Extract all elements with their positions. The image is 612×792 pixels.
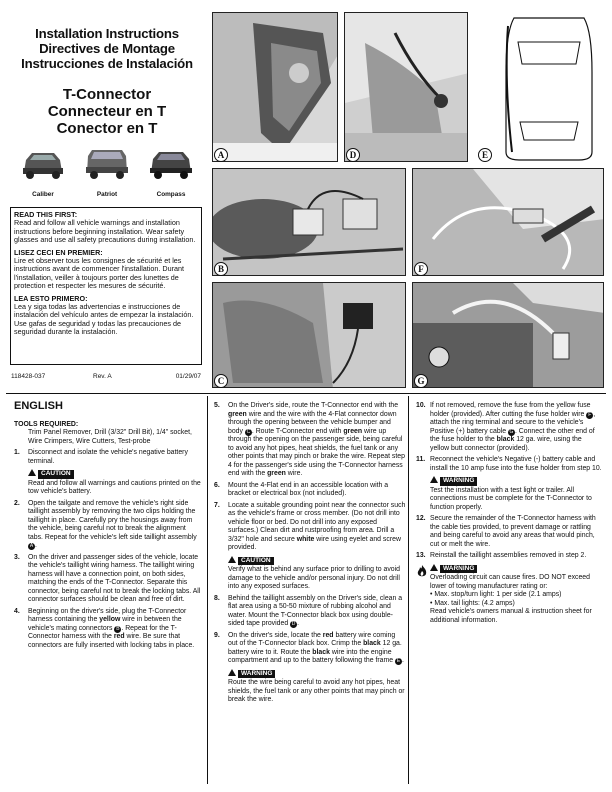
warning-triangle-icon [430, 564, 438, 571]
wire-color-green: green [228, 410, 247, 418]
caution-text: Verify what is behind any surface prior to drilling to avoid damage to the vehicle and/or personal injury. Do not drill into any exposed surfaces. [228, 566, 400, 590]
step-text: Open the tailgate and remove the vehicle's right side taillight assembly by removing the two clips holding the taillight in place. Carefully pry the housings away from the vehicle, being careful not to break the alignment tabs. Repeat for the vehicle's left side taillight assembly [28, 499, 197, 541]
step-5 [214, 402, 406, 479]
step-text: If not removed, remove the fuse from the yellow fuse holder (provided). After cutting the fuse holder wire [430, 402, 591, 418]
step-text: wire in between the vehicle's mating connectors [28, 616, 182, 632]
read-first-text-fr: Lire et observer tous les consignes de sécurité et les instructions avant de commencer l'installation. Durant l'installation, veiller à toujours porter des lunettes de protection et respecter les mesures de sécurité. [14, 256, 184, 291]
wire-color-yellow: yellow [99, 616, 121, 623]
vehicle-patriot [80, 146, 134, 198]
read-first-heading-en: READ THIS FIRST: [14, 210, 78, 219]
step-text: Beginning on the driver's side, plug the T-Connector harness containing the [28, 607, 187, 623]
caution-text: Read and follow all warnings and cautions printed on the tow vehicle's battery. [28, 479, 201, 495]
part-number: 118428-037 [11, 373, 46, 380]
photo-d [344, 12, 468, 162]
patriot-image [82, 146, 132, 180]
step-text: On the Driver's side, route the T-Connector end with the [228, 402, 399, 409]
step-text: wire up through the opening on the passenger side, being careful to avoid any hot pipes, heat shields, the fuel tank or any other points that may pinch or brake the wire. Repeat step 4 for the passenger's side using the T-Connector harness end with the [228, 427, 405, 477]
fire-icon [415, 564, 429, 578]
read-first-box [10, 207, 202, 365]
photo-e [474, 12, 604, 162]
body-column-3 [416, 402, 602, 628]
warning-11 [416, 476, 602, 512]
photo-ref-c: C [246, 428, 251, 435]
step-7 [214, 502, 406, 553]
document-meta [11, 373, 201, 383]
photo-label-c: C [214, 374, 228, 388]
product-fr: Connecteur en T [47, 103, 167, 120]
vehicle-compass [144, 146, 198, 198]
caliber-image [18, 146, 68, 180]
column-divider-1 [207, 396, 208, 784]
warning-9 [214, 669, 406, 705]
wire-color-white: white [296, 535, 315, 543]
step-8: 8. Behind the taillight assembly on the Driver's side, clean a flat area using a 50-50 mixture of rubbing alcohol and water. Mount the T-Connector black box using double-sided tape provided D . [214, 594, 403, 627]
mounting-photo-image [213, 283, 406, 388]
warning-text: Test the installation with a test light or trailer. All connections must be complete for the T-Connector to function properly. [430, 486, 592, 511]
step-number: 6. [214, 481, 220, 489]
warning-label: WARNING [238, 670, 275, 679]
warning-text: Route the wire being careful to avoid any hot pipes, heat shields, the fuel tank or any other points that may pinch or break the wire. [228, 679, 405, 703]
step-text: . Repeat for the T-Connector harness with the [28, 624, 177, 640]
product-title-block [14, 86, 200, 137]
routing-diagram-image [474, 12, 604, 162]
photo-label-a: A [214, 148, 228, 162]
step-number: 4. [14, 607, 20, 615]
vehicle-row [14, 146, 200, 202]
step-number: 10. [416, 402, 426, 409]
read-first-heading-fr: LISEZ CECI EN PREMIER: [14, 247, 103, 257]
step-6 [214, 482, 406, 499]
warning-limit-tail: • Max. tail lights: (4.2 amps) [430, 599, 515, 607]
section-divider [6, 393, 606, 394]
step-12 [416, 515, 602, 549]
warning-13 [416, 564, 602, 626]
vehicle-label-caliber: Caliber [32, 191, 54, 198]
step-text: . Route T-Connector end with [251, 427, 342, 435]
step-text: wire. [287, 470, 303, 477]
step-2: 2. Open the tailgate and remove the vehicle's right side taillight assembly by removing the two clips holding the taillight in place. Carefully pry the housings away from the vehicle, being careful not to break the alignment tabs. Repeat for the vehicle's left side taillight assembly A . [14, 499, 197, 549]
step-text: Disconnect and isolate the vehicle's negative battery terminal. [28, 449, 188, 465]
photo-ref-e: E [396, 658, 401, 664]
step-11 [416, 456, 602, 473]
photo-b [212, 168, 406, 276]
step-1 [14, 449, 202, 466]
step-text: 12 ga. battery wire to it. Route the [228, 640, 402, 656]
photo-g [412, 282, 604, 388]
step-number: 8. [214, 594, 220, 602]
title-en: Installation Instructions [35, 26, 179, 41]
step-text: Locate a suitable grounding point near the connector such as the vehicle's frame or cross member. (Do not drill into vehicle floor or bed. Do not drill into any exposed surfaces.) Clean dirt and rustproofing from area. Drill a 3/32" hole and secure [228, 501, 406, 543]
vehicle-label-compass: Compass [156, 191, 186, 198]
wire-color-black: black [312, 648, 330, 656]
vehicle-caliber [16, 146, 70, 198]
step-13 [416, 552, 602, 561]
wire-color-black: black [363, 640, 381, 647]
step-text: Secure the remainder of the T-Connector harness with the cable ties provided, to prevent damage or rattling and being careful to avoid any areas that would pinch, cut or melt the wire. [430, 515, 596, 548]
body-column-1 [14, 402, 202, 653]
step-text: Reconnect the vehicle's Negative (-) battery cable and install the 10 amp fuse into the fuse holder from step 10. [430, 456, 602, 472]
wire-color-black: black [496, 436, 515, 443]
step-number: 12. [416, 515, 426, 522]
step-number: 7. [214, 501, 220, 509]
read-first-text-es: Lea y siga todas las advertencias e instrucciones de instalación del vehículo antes de empezar la instalación. Use gafas de seguridad y todas las precauciones de seguridad durante la instalación. [14, 302, 194, 337]
photo-a [212, 12, 338, 162]
title-es: Instrucciones de Instalación [21, 56, 193, 71]
step-text: 12 ga. wire, using the yellow butt connector (provided). [430, 436, 582, 452]
bumper-opening-photo-image [345, 13, 468, 162]
caution-7 [214, 556, 406, 592]
title-block [14, 26, 200, 71]
photo-ref-d: D [291, 621, 296, 627]
caution-label: CAUTION [38, 470, 74, 479]
warning-triangle-icon [430, 476, 438, 483]
tools-heading: TOOLS REQUIRED: [14, 420, 79, 428]
wire-color-red: red [113, 633, 125, 640]
connectors-photo-image [213, 169, 406, 276]
warning-label: WARNING [440, 565, 477, 574]
caution-1 [14, 469, 202, 497]
warning-read-manual: Read vehicle's owners manual & instruction sheet for additional information. [430, 608, 592, 624]
warning-label: WARNING [440, 477, 477, 486]
column-divider-2 [408, 396, 409, 784]
product-es: Conector en T [56, 120, 158, 137]
step-text: Behind the taillight assembly on the Driver's side, clean a flat area using a 50-50 mixture of rubbing alcohol and water. Mount the T-Connector black box using double-sided tape provided [228, 594, 403, 627]
photo-ref-b: B [116, 625, 120, 632]
step-text: battery wire coming out of the T-Connector black box. Crimp the [228, 631, 396, 647]
step-text: , attach the ring terminal and secure to the vehicle's Positive (+) battery cable [430, 410, 596, 435]
step-10 [416, 402, 602, 453]
step-number: 9. [214, 631, 220, 639]
step-text: wire. Be sure that connectors are fully inserted with locking tabs in place. [28, 633, 195, 649]
photo-ref-g: G [509, 428, 514, 435]
photo-label-f: F [414, 262, 428, 276]
step-number: 3. [14, 553, 20, 561]
step-number: 11. [416, 456, 426, 463]
wire-color-red: red [322, 631, 334, 639]
photo-ref-a: A [29, 543, 34, 549]
step-number: 2. [14, 499, 20, 507]
photo-label-b: B [214, 262, 228, 276]
step-text: . Connect the other end of the fuse holder to the [430, 427, 595, 443]
step-text: Reinstall the taillight assemblies removed in step 2. [430, 552, 587, 559]
product-en: T-Connector [62, 86, 152, 103]
title-fr: Directives de Montage [39, 41, 175, 56]
step-number: 1. [14, 449, 20, 456]
wire-color-green: green [267, 470, 286, 477]
warning-text: Overloading circuit can cause fires. DO NOT exceed lower of towing manufacturer rating or: [430, 574, 590, 590]
photo-label-d: D [346, 148, 360, 162]
photo-c [212, 282, 406, 388]
caution-label: CAUTION [238, 557, 274, 566]
body-column-2 [214, 402, 406, 708]
photo-f [412, 168, 604, 276]
step-text: wire and the wire with the 4-Flat connector down through the opening between the vehicle bumper and body [228, 410, 397, 435]
fuse-holder-photo-image [413, 169, 604, 276]
step-text: wire into the engine compartment and up to the battery following the frame [228, 648, 394, 664]
battery-photo-image [413, 283, 604, 388]
read-first-text-en: Read and follow all vehicle warnings and installation instructions before beginning installation. Wear safety glasses and use all safety precautions during installation. [14, 218, 196, 245]
photo-label-g: G [414, 374, 428, 388]
step-number: 5. [214, 402, 220, 409]
step-text: Mount the 4-Flat end in an accessible location with a bracket or electrical box (not included). [228, 481, 389, 497]
revision: Rev. A [93, 373, 112, 380]
step-text: wire using eyelet and screw provided. [228, 535, 401, 551]
vehicle-label-patriot: Patriot [96, 191, 118, 198]
step-text: On the driver's side, locate the [228, 631, 321, 639]
photo-label-e: E [478, 148, 492, 162]
tools-text: Trim Panel Remover, Drill (3/32" Drill Bit), 1/4" socket, Wire Crimpers, Wire Cutters, Test-probe [28, 429, 192, 445]
compass-image [146, 146, 196, 180]
taillight-photo-image [213, 13, 338, 162]
date: 01/29/07 [175, 373, 201, 380]
step-text: On the driver and passenger sides of the vehicle, locate the vehicle's taillight wiring harness. The taillight wiring harness will have a connection point, on both sides, matching the ends of the T-Connector. Separate this connector, being careful not to break the locking tabs. All connector surfaces should be clean and free of dirt. [28, 553, 201, 603]
warning-triangle-icon [28, 469, 36, 476]
step-number: 13. [416, 552, 426, 559]
step-3 [14, 554, 202, 605]
wire-color-green: green [343, 427, 363, 435]
step-9: 9. On the driver's side, locate the red battery wire coming out of the T-Connector black box. Crimp the black 12 ga. battery wire to it. Route the black wire into the engine compartment and up to the battery following the frame E . [214, 631, 404, 664]
step-4 [14, 608, 202, 651]
section-heading: ENGLISH [14, 400, 63, 412]
warning-triangle-icon [228, 669, 236, 676]
photo-ref-f: F [588, 411, 592, 418]
read-first-heading-es: LEA ESTO PRIMERO: [14, 293, 88, 303]
warning-triangle-icon [228, 556, 236, 563]
warning-limit-stop: • Max. stop/turn light: 1 per side (2.1 amps) [430, 591, 562, 598]
